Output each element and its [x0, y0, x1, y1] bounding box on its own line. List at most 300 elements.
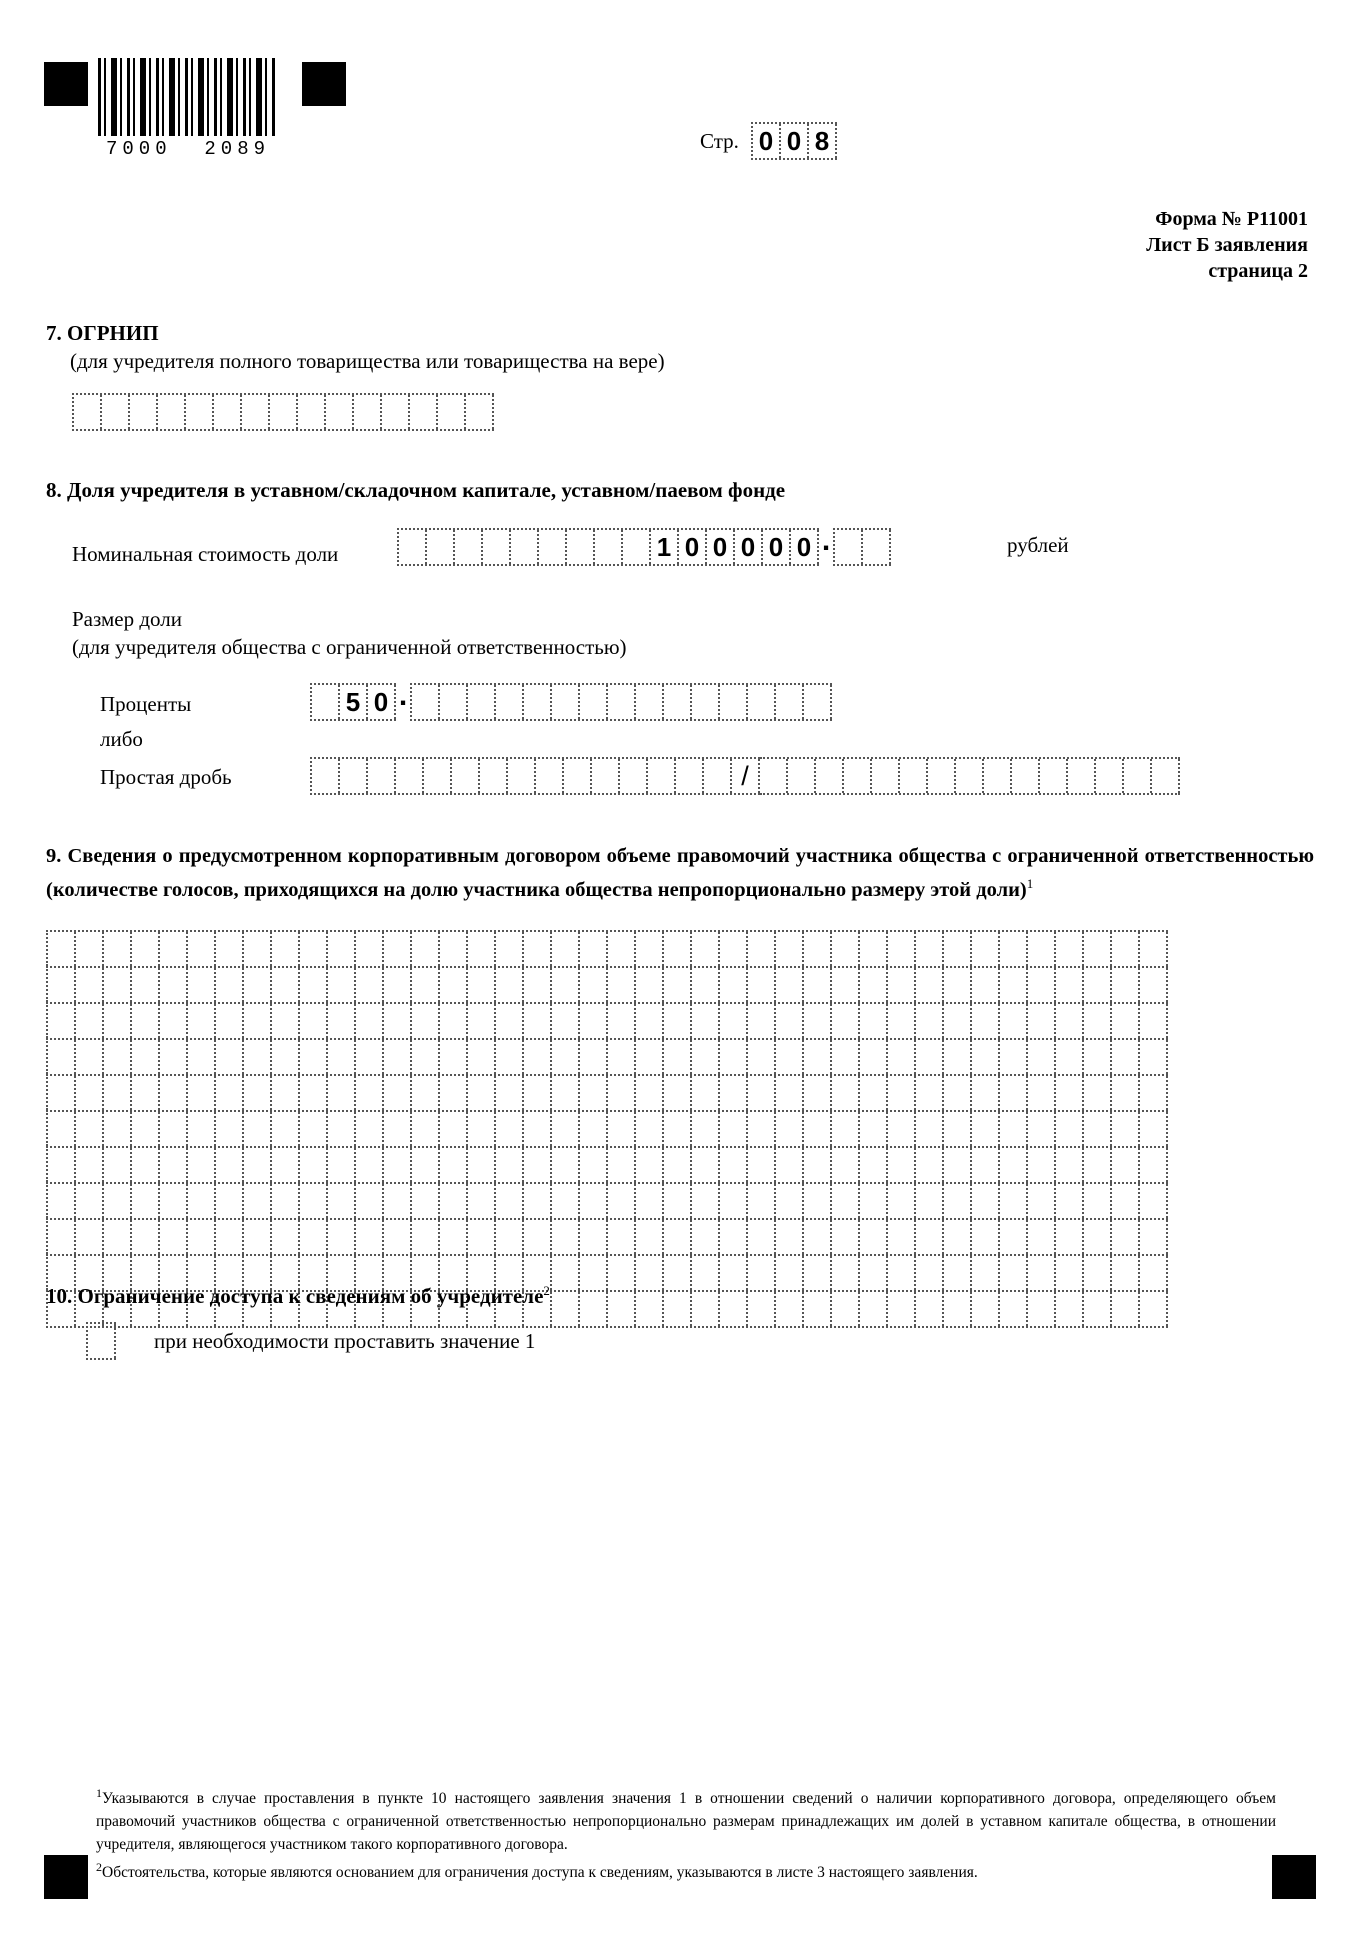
section-9-text-cell[interactable] [664, 1112, 692, 1146]
section-9-text-cell[interactable] [776, 1184, 804, 1218]
section-9-text-cell[interactable] [916, 1256, 944, 1290]
section-9-text-row[interactable] [46, 1038, 1168, 1074]
nominal-value-integer-input[interactable] [397, 528, 819, 566]
section-9-text-cell[interactable] [608, 1004, 636, 1038]
section-9-text-cell[interactable] [860, 1184, 888, 1218]
section-9-text-cell[interactable] [496, 1148, 524, 1182]
section-9-text-cell[interactable] [1140, 1148, 1168, 1182]
section-9-text-cell[interactable] [832, 1220, 860, 1254]
section-9-text-cell[interactable] [580, 932, 608, 966]
section-9-text-cell[interactable] [944, 1040, 972, 1074]
section-9-text-cell[interactable] [888, 1112, 916, 1146]
section-9-text-cell[interactable] [804, 932, 832, 966]
section-9-text-cell[interactable] [384, 932, 412, 966]
nominal-value-cell[interactable]: 0 [763, 530, 791, 564]
section-9-text-cell[interactable] [496, 1004, 524, 1038]
fraction-numerator-cell[interactable] [312, 759, 340, 793]
fraction-denominator-cell[interactable] [956, 759, 984, 793]
percent-cell[interactable]: 0 [368, 685, 396, 719]
section-9-text-cell[interactable] [216, 1184, 244, 1218]
fraction-denominator-input[interactable] [760, 757, 1180, 795]
section-9-text-cell[interactable] [664, 1184, 692, 1218]
section-9-text-cell[interactable] [244, 1184, 272, 1218]
section-9-text-cell[interactable] [1028, 1184, 1056, 1218]
section-9-text-cell[interactable] [692, 1112, 720, 1146]
section-9-text-cell[interactable] [1112, 1076, 1140, 1110]
section-9-text-cell[interactable] [1056, 1004, 1084, 1038]
section-9-text-cell[interactable] [1056, 1040, 1084, 1074]
section-9-text-cell[interactable] [244, 1076, 272, 1110]
section-9-text-cell[interactable] [272, 1076, 300, 1110]
section-9-text-cell[interactable] [384, 1220, 412, 1254]
section-9-text-cell[interactable] [496, 1040, 524, 1074]
section-9-text-cell[interactable] [720, 932, 748, 966]
section-9-text-cell[interactable] [412, 968, 440, 1002]
section-9-text-cell[interactable] [1028, 1004, 1056, 1038]
section-9-text-cell[interactable] [720, 1220, 748, 1254]
percent-cell[interactable] [312, 685, 340, 719]
nominal-value-fraction-input[interactable] [833, 528, 891, 566]
section-9-text-cell[interactable] [916, 1184, 944, 1218]
section-9-text-cell[interactable] [1112, 1112, 1140, 1146]
nominal-value-cell[interactable]: 0 [735, 530, 763, 564]
section-9-text-cell[interactable] [832, 1112, 860, 1146]
section-9-text-cell[interactable] [860, 968, 888, 1002]
section-9-text-cell[interactable] [1084, 1256, 1112, 1290]
section-9-text-cell[interactable] [1084, 968, 1112, 1002]
fraction-denominator-cell[interactable] [872, 759, 900, 793]
section-9-text-cell[interactable] [748, 932, 776, 966]
section-9-text-cell[interactable] [48, 1220, 76, 1254]
section-9-text-cell[interactable] [1140, 1292, 1168, 1326]
fraction-numerator-cell[interactable] [368, 759, 396, 793]
section-9-text-cell[interactable] [1000, 1004, 1028, 1038]
section-9-text-cell[interactable] [664, 1076, 692, 1110]
percent-decimal-cell[interactable] [552, 685, 580, 719]
section-9-text-cell[interactable] [636, 968, 664, 1002]
fraction-numerator-cell[interactable] [480, 759, 508, 793]
section-9-text-cell[interactable] [160, 932, 188, 966]
section-9-text-cell[interactable] [860, 1040, 888, 1074]
section-9-text-cell[interactable] [860, 1256, 888, 1290]
section-9-text-cell[interactable] [552, 1256, 580, 1290]
section-9-text-cell[interactable] [244, 968, 272, 1002]
section-9-text-cell[interactable] [664, 1292, 692, 1326]
section-9-text-cell[interactable] [1000, 1148, 1028, 1182]
section-9-text-cell[interactable] [916, 1040, 944, 1074]
section-9-text-cell[interactable] [104, 932, 132, 966]
section-9-text-cell[interactable] [860, 1076, 888, 1110]
section-9-text-cell[interactable] [636, 1256, 664, 1290]
section-9-text-cell[interactable] [132, 1040, 160, 1074]
section-9-text-cell[interactable] [776, 1256, 804, 1290]
section-9-text-cell[interactable] [664, 1004, 692, 1038]
section-9-text-cell[interactable] [160, 1004, 188, 1038]
section-9-text-cell[interactable] [580, 1220, 608, 1254]
section-9-text-cell[interactable] [776, 1292, 804, 1326]
section-9-text-cell[interactable] [636, 1292, 664, 1326]
section-9-text-cell[interactable] [720, 1148, 748, 1182]
section-9-text-cell[interactable] [580, 1040, 608, 1074]
section-9-text-cell[interactable] [888, 968, 916, 1002]
section-9-text-cell[interactable] [888, 1076, 916, 1110]
section-9-text-cell[interactable] [188, 1220, 216, 1254]
section-9-text-cell[interactable] [580, 1184, 608, 1218]
section-9-text-cell[interactable] [636, 1040, 664, 1074]
ogrnip-cell[interactable] [354, 395, 382, 429]
section-9-text-cell[interactable] [1112, 1220, 1140, 1254]
section-9-text-cell[interactable] [1056, 1112, 1084, 1146]
section-9-text-cell[interactable] [160, 1184, 188, 1218]
nominal-value-cell[interactable]: 0 [707, 530, 735, 564]
section-9-text-cell[interactable] [944, 1004, 972, 1038]
page-number-cell[interactable]: 0 [753, 124, 781, 158]
ogrnip-cell[interactable] [466, 395, 494, 429]
section-9-text-cell[interactable] [440, 968, 468, 1002]
section-9-text-cell[interactable] [1112, 1004, 1140, 1038]
fraction-numerator-cell[interactable] [620, 759, 648, 793]
section-9-text-cell[interactable] [776, 1148, 804, 1182]
section-9-text-cell[interactable] [916, 1292, 944, 1326]
section-9-text-cell[interactable] [972, 932, 1000, 966]
nominal-value-cell[interactable] [399, 530, 427, 564]
section-9-text-cell[interactable] [552, 1184, 580, 1218]
section-9-text-cell[interactable] [692, 932, 720, 966]
section-9-text-cell[interactable] [440, 932, 468, 966]
section-9-text-cell[interactable] [552, 932, 580, 966]
section-9-text-cell[interactable] [748, 1148, 776, 1182]
section-9-text-cell[interactable] [1140, 968, 1168, 1002]
ogrnip-cell[interactable] [410, 395, 438, 429]
nominal-value-cell[interactable]: 0 [791, 530, 819, 564]
fraction-numerator-cell[interactable] [452, 759, 480, 793]
nominal-value-cell[interactable]: 1 [651, 530, 679, 564]
fraction-denominator-cell[interactable] [788, 759, 816, 793]
section-9-text-cell[interactable] [944, 1292, 972, 1326]
section-9-text-cell[interactable] [76, 1148, 104, 1182]
section-9-text-cell[interactable] [384, 1004, 412, 1038]
section-9-text-cell[interactable] [468, 1040, 496, 1074]
section-9-text-cell[interactable] [48, 1004, 76, 1038]
section-9-text-cell[interactable] [300, 968, 328, 1002]
section-9-text-cell[interactable] [832, 1184, 860, 1218]
section-9-text-cell[interactable] [1140, 1256, 1168, 1290]
section-9-text-cell[interactable] [524, 1112, 552, 1146]
percent-integer-input[interactable] [310, 683, 396, 721]
fraction-numerator-cell[interactable] [508, 759, 536, 793]
percent-decimal-cell[interactable] [468, 685, 496, 719]
section-9-text-cell[interactable] [1084, 1004, 1112, 1038]
percent-decimal-cell[interactable] [720, 685, 748, 719]
section-9-text-cell[interactable] [412, 1184, 440, 1218]
section-9-text-cell[interactable] [692, 1220, 720, 1254]
nominal-value-cell[interactable]: 0 [679, 530, 707, 564]
section-9-text-cell[interactable] [692, 1040, 720, 1074]
nominal-value-cell[interactable] [539, 530, 567, 564]
section-9-text-cell[interactable] [1084, 932, 1112, 966]
section-9-text-cell[interactable] [216, 1220, 244, 1254]
section-9-text-cell[interactable] [104, 1004, 132, 1038]
section-9-text-cell[interactable] [384, 1112, 412, 1146]
section-9-text-row[interactable] [46, 1146, 1168, 1182]
section-9-text-cell[interactable] [608, 932, 636, 966]
fraction-denominator-cell[interactable] [1012, 759, 1040, 793]
section-9-text-cell[interactable] [1056, 968, 1084, 1002]
section-9-text-cell[interactable] [1112, 1256, 1140, 1290]
section-9-text-cell[interactable] [580, 1076, 608, 1110]
section-9-text-cell[interactable] [188, 1148, 216, 1182]
percent-decimal-cell[interactable] [440, 685, 468, 719]
section-9-text-cell[interactable] [608, 968, 636, 1002]
section-9-text-cell[interactable] [1084, 1220, 1112, 1254]
section-9-text-cell[interactable] [104, 1076, 132, 1110]
fraction-denominator-cell[interactable] [928, 759, 956, 793]
section-9-text-cell[interactable] [132, 1184, 160, 1218]
section-9-text-cell[interactable] [636, 1220, 664, 1254]
section-9-text-cell[interactable] [468, 1076, 496, 1110]
section-9-text-cell[interactable] [692, 1076, 720, 1110]
section-9-text-cell[interactable] [132, 1112, 160, 1146]
section-9-text-cell[interactable] [860, 1004, 888, 1038]
section-9-text-cell[interactable] [608, 1220, 636, 1254]
percent-decimal-cell[interactable] [636, 685, 664, 719]
section-9-text-cell[interactable] [692, 1184, 720, 1218]
section-9-text-cell[interactable] [104, 968, 132, 1002]
section-9-text-cell[interactable] [356, 1004, 384, 1038]
section-9-text-cell[interactable] [440, 1112, 468, 1146]
section-9-text-cell[interactable] [916, 1220, 944, 1254]
section-9-text-cell[interactable] [804, 1292, 832, 1326]
section-9-text-cell[interactable] [1084, 1184, 1112, 1218]
section-9-text-cell[interactable] [580, 1256, 608, 1290]
nominal-kopeck-cell[interactable] [835, 530, 863, 564]
fraction-denominator-cell[interactable] [760, 759, 788, 793]
section-9-text-cell[interactable] [496, 932, 524, 966]
section-9-text-cell[interactable] [412, 1220, 440, 1254]
section-9-text-cell[interactable] [664, 1220, 692, 1254]
section-9-text-row[interactable] [46, 1074, 1168, 1110]
section-9-text-cell[interactable] [720, 1112, 748, 1146]
section-9-text-cell[interactable] [216, 1112, 244, 1146]
section-9-text-cell[interactable] [160, 1040, 188, 1074]
fraction-numerator-cell[interactable] [536, 759, 564, 793]
section-9-text-cell[interactable] [1000, 1256, 1028, 1290]
section-9-text-cell[interactable] [580, 968, 608, 1002]
section-9-text-cell[interactable] [832, 1004, 860, 1038]
percent-decimal-cell[interactable] [804, 685, 832, 719]
section-9-text-cell[interactable] [244, 1040, 272, 1074]
section-9-text-cell[interactable] [580, 1292, 608, 1326]
section-9-text-cell[interactable] [468, 968, 496, 1002]
section-9-text-cell[interactable] [608, 1040, 636, 1074]
section-9-text-cell[interactable] [944, 1184, 972, 1218]
section-9-text-cell[interactable] [580, 1148, 608, 1182]
fraction-denominator-cell[interactable] [900, 759, 928, 793]
section-9-text-cell[interactable] [188, 968, 216, 1002]
section-9-text-cell[interactable] [748, 1292, 776, 1326]
section-9-text-row[interactable] [46, 1110, 1168, 1146]
section-9-text-cell[interactable] [440, 1004, 468, 1038]
access-restriction-cell[interactable] [88, 1324, 116, 1358]
section-9-text-cell[interactable] [384, 1184, 412, 1218]
section-9-text-cell[interactable] [440, 1040, 468, 1074]
section-9-text-cell[interactable] [468, 1220, 496, 1254]
section-9-text-cell[interactable] [944, 1220, 972, 1254]
section-9-text-cell[interactable] [860, 1112, 888, 1146]
section-9-text-cell[interactable] [272, 932, 300, 966]
section-9-text-cell[interactable] [356, 1040, 384, 1074]
section-9-text-cell[interactable] [412, 1076, 440, 1110]
section-9-text-cell[interactable] [356, 1220, 384, 1254]
section-9-text-cell[interactable] [860, 1292, 888, 1326]
section-9-text-cell[interactable] [972, 1112, 1000, 1146]
section-9-text-cell[interactable] [440, 1148, 468, 1182]
section-9-text-cell[interactable] [76, 1112, 104, 1146]
section-9-text-cell[interactable] [1084, 1040, 1112, 1074]
section-9-text-cell[interactable] [300, 1040, 328, 1074]
percent-fraction-input[interactable] [410, 683, 832, 721]
section-9-text-cell[interactable] [720, 1184, 748, 1218]
nominal-value-cell[interactable] [427, 530, 455, 564]
section-9-text-cell[interactable] [944, 1148, 972, 1182]
section-9-text-cell[interactable] [524, 1004, 552, 1038]
page-number-cell[interactable]: 8 [809, 124, 837, 158]
section-9-text-cell[interactable] [468, 932, 496, 966]
section-9-text-cell[interactable] [356, 968, 384, 1002]
nominal-value-cell[interactable] [511, 530, 539, 564]
fraction-denominator-cell[interactable] [816, 759, 844, 793]
ogrnip-cell[interactable] [158, 395, 186, 429]
section-9-text-cell[interactable] [244, 1004, 272, 1038]
section-9-text-row[interactable] [46, 966, 1168, 1002]
section-9-text-cell[interactable] [1112, 1184, 1140, 1218]
section-9-text-cell[interactable] [916, 1112, 944, 1146]
section-9-text-cell[interactable] [972, 968, 1000, 1002]
section-9-text-cell[interactable] [636, 1004, 664, 1038]
section-9-text-cell[interactable] [664, 1040, 692, 1074]
access-restriction-input[interactable] [86, 1322, 116, 1360]
section-9-text-cell[interactable] [188, 932, 216, 966]
ogrnip-cell[interactable] [382, 395, 410, 429]
section-9-text-cell[interactable] [76, 1184, 104, 1218]
section-9-text-cell[interactable] [944, 968, 972, 1002]
percent-decimal-cell[interactable] [776, 685, 804, 719]
section-9-text-cell[interactable] [272, 1004, 300, 1038]
section-9-text-cell[interactable] [356, 1184, 384, 1218]
section-9-text-cell[interactable] [524, 1184, 552, 1218]
section-9-text-cell[interactable] [1056, 1292, 1084, 1326]
section-9-text-cell[interactable] [776, 1076, 804, 1110]
section-9-text-cell[interactable] [1140, 932, 1168, 966]
section-9-text-cell[interactable] [636, 1148, 664, 1182]
section-9-text-cell[interactable] [132, 1004, 160, 1038]
section-9-text-cell[interactable] [748, 1220, 776, 1254]
ogrnip-cell[interactable] [242, 395, 270, 429]
section-9-text-cell[interactable] [804, 1076, 832, 1110]
section-9-text-cell[interactable] [160, 968, 188, 1002]
section-9-text-cell[interactable] [804, 1112, 832, 1146]
section-9-text-cell[interactable] [132, 968, 160, 1002]
section-9-text-cell[interactable] [356, 1148, 384, 1182]
percent-cell[interactable]: 5 [340, 685, 368, 719]
section-9-text-cell[interactable] [776, 1112, 804, 1146]
section-9-text-cell[interactable] [888, 1184, 916, 1218]
section-9-text-cell[interactable] [888, 1256, 916, 1290]
section-9-text-cell[interactable] [552, 968, 580, 1002]
section-9-text-cell[interactable] [300, 1184, 328, 1218]
section-9-text-cell[interactable] [748, 1256, 776, 1290]
section-9-text-cell[interactable] [720, 1292, 748, 1326]
section-9-text-cell[interactable] [300, 1220, 328, 1254]
section-9-text-cell[interactable] [972, 1040, 1000, 1074]
ogrnip-cell[interactable] [298, 395, 326, 429]
section-9-text-cell[interactable] [888, 932, 916, 966]
section-9-text-cell[interactable] [664, 1256, 692, 1290]
section-9-text-cell[interactable] [188, 1004, 216, 1038]
section-9-text-cell[interactable] [272, 1040, 300, 1074]
section-9-text-cell[interactable] [804, 1256, 832, 1290]
section-9-text-cell[interactable] [524, 1220, 552, 1254]
section-9-text-cell[interactable] [776, 968, 804, 1002]
section-9-text-cell[interactable] [916, 1076, 944, 1110]
section-9-text-cell[interactable] [664, 1148, 692, 1182]
section-9-text-cell[interactable] [1084, 1292, 1112, 1326]
section-9-text-cell[interactable] [608, 1292, 636, 1326]
section-9-text-cell[interactable] [76, 968, 104, 1002]
section-9-text-cell[interactable] [888, 1040, 916, 1074]
section-9-text-cell[interactable] [272, 1148, 300, 1182]
section-9-text-cell[interactable] [692, 1148, 720, 1182]
section-9-text-cell[interactable] [76, 932, 104, 966]
section-9-text-cell[interactable] [1028, 1256, 1056, 1290]
section-9-text-cell[interactable] [748, 1184, 776, 1218]
ogrnip-cell[interactable] [214, 395, 242, 429]
section-9-text-cell[interactable] [832, 1256, 860, 1290]
section-9-text-cell[interactable] [888, 1220, 916, 1254]
section-9-text-cell[interactable] [916, 968, 944, 1002]
ogrnip-cell[interactable] [438, 395, 466, 429]
section-9-text-cell[interactable] [272, 1184, 300, 1218]
section-9-text-cell[interactable] [272, 1112, 300, 1146]
section-9-text-cell[interactable] [48, 1040, 76, 1074]
ogrnip-cell[interactable] [270, 395, 298, 429]
section-9-text-cell[interactable] [76, 1040, 104, 1074]
section-9-text-cell[interactable] [1028, 1292, 1056, 1326]
section-9-text-cell[interactable] [552, 1292, 580, 1326]
section-9-text-cell[interactable] [1140, 1220, 1168, 1254]
section-9-text-cell[interactable] [48, 1076, 76, 1110]
section-9-text-cell[interactable] [1112, 1292, 1140, 1326]
section-9-text-cell[interactable] [188, 1112, 216, 1146]
section-9-text-cell[interactable] [188, 1040, 216, 1074]
section-9-text-cell[interactable] [972, 1256, 1000, 1290]
section-9-text-cell[interactable] [608, 1148, 636, 1182]
section-9-text-cell[interactable] [328, 1148, 356, 1182]
section-9-text-cell[interactable] [48, 932, 76, 966]
section-9-text-cell[interactable] [552, 1076, 580, 1110]
section-9-text-cell[interactable] [1112, 968, 1140, 1002]
section-9-text-cell[interactable] [1056, 1076, 1084, 1110]
section-9-text-cell[interactable] [1000, 1040, 1028, 1074]
section-9-text-cell[interactable] [104, 1148, 132, 1182]
section-9-text-cell[interactable] [1056, 932, 1084, 966]
section-9-text-cell[interactable] [356, 1076, 384, 1110]
section-9-text-cell[interactable] [160, 1076, 188, 1110]
section-9-text-cell[interactable] [944, 1112, 972, 1146]
section-9-text-cell[interactable] [412, 1004, 440, 1038]
section-9-text-row[interactable] [46, 930, 1168, 966]
section-9-text-cell[interactable] [748, 1040, 776, 1074]
